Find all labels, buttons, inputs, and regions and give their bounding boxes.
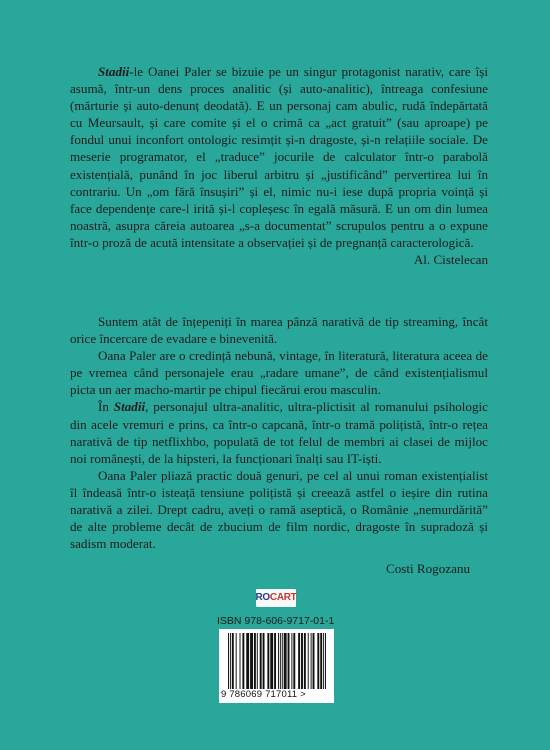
barcode-bar — [323, 633, 324, 689]
barcode-bar — [232, 633, 234, 689]
barcode-bar — [270, 633, 273, 689]
barcode-bar — [242, 633, 244, 689]
barcode-bar — [304, 633, 306, 689]
barcode-bar — [254, 633, 256, 689]
review-text-prefix: În — [98, 399, 114, 415]
barcode-bar — [288, 633, 290, 689]
barcode-bar — [311, 633, 312, 689]
barcode-bar — [250, 633, 253, 689]
barcode-bar — [317, 633, 319, 689]
review-al-cistelecan — [70, 63, 488, 268]
barcode-bar — [240, 633, 241, 689]
review-paragraph-3 — [70, 398, 488, 466]
barcode-bar — [308, 633, 309, 689]
barcode-bar — [246, 633, 249, 689]
barcode-bar — [278, 633, 279, 689]
review-costi-rogozanu — [70, 313, 488, 577]
barcode-bar — [228, 633, 229, 689]
review-paragraph — [70, 63, 488, 251]
barcode-bar — [325, 633, 326, 689]
review-text: , personajul ultra-analitic, ultra-plictisit al romanului psihologic din acele vremuri e prins, ca într-o capcană, într-o tramă polițistă, într-o rețea narativă de tip netflixhbo, populată de tot felul de membri ai clasei de mijloc noi românești, de la hipsteri, la funcționari înalți sau IT-iști. — [70, 399, 488, 466]
barcode-bar — [313, 633, 315, 689]
isbn-label: ISBN 978-606-9717-01-1 — [217, 615, 335, 627]
barcode-bar — [298, 633, 300, 689]
rocart-logo — [256, 589, 296, 607]
barcode-bar — [293, 633, 295, 689]
logo-cart: CART — [269, 592, 297, 603]
barcode-bar — [260, 633, 262, 689]
review-author: Costi Rogozanu — [385, 561, 470, 577]
barcode-bar — [263, 633, 265, 689]
barcode-bar — [280, 633, 281, 689]
barcode-bars — [228, 633, 326, 689]
review-paragraph-4: Oana Paler pliază practic două genuri, pe cel al unui roman existențialist îl îndeasă într-o isteață tensiune polițistă și creează astfel o ieșire din rutina narativă a zilei. Drept cadru, aveți o ramă aseptică, o Românie „nemurdărită” de alte probleme decât de zbucium de film nordic, dragoste în supradoză și sadism moderat. — [70, 467, 488, 552]
barcode-bar — [301, 633, 303, 689]
isbn-barcode — [219, 629, 334, 703]
logo-ro: RO — [255, 592, 270, 603]
barcode-bar — [236, 633, 237, 689]
barcode-bar — [257, 633, 258, 689]
barcode-bar — [267, 633, 269, 689]
review-author: Al. Cistelecan — [413, 252, 488, 268]
review-paragraph-2: Oana Paler are o credință nebună, vintage, în literatură, literatura aceea de pe vremea când personajele erau „radare umane”, de când existențialismul picta un aer macho-martir pe chipul fiecărui erou masculin. — [70, 348, 488, 398]
barcode-digits: 9 786069 717011 > — [221, 689, 306, 700]
book-title: Stadii — [113, 399, 146, 415]
barcode-bar — [320, 633, 322, 689]
review-text: -le Oanei Paler se bizuie pe un singur protagonist narativ, care își asumă, într-un dens proces analitic (și auto-analitic), întreaga confesiune (mărturie și auto-denunț deodată). E un personaj cam abulic, rudă îndepărtată cu Meursault, și care comite și el o crimă ca „act gratuit” (sau aproape) pe fondul unui inconfort ontologic resimțit și-n dragoste, și-n relațiile sociale. De meserie programator, el „traduce” jocurile de calculator într-o parabolă existențială, punând în joc liberul arbitru și „justificând” pervertirea lui în contrariu. Un „om fără însușiri” și el, nimic nu-i iese după propria voință și face dependențe care-l irită și-l copleșesc în egală măsură. E un om din lumea noastră, asupra căreia autoarea „s-a documentat” scrupulos pentru a o expune într-o proză de acută intensitate a observației și de pregnanță caracterologică. — [70, 64, 488, 250]
review-paragraph-1: Suntem atât de înțepeniți în marea pânză narativă de tip streaming, încât orice încercare de evadare e binevenită. — [70, 314, 488, 347]
book-title: Stadii — [98, 64, 130, 79]
barcode-bar — [284, 633, 287, 689]
barcode-bar — [230, 633, 231, 689]
barcode-bar — [274, 633, 276, 689]
barcode-bar — [291, 633, 292, 689]
barcode-bar — [282, 633, 283, 689]
